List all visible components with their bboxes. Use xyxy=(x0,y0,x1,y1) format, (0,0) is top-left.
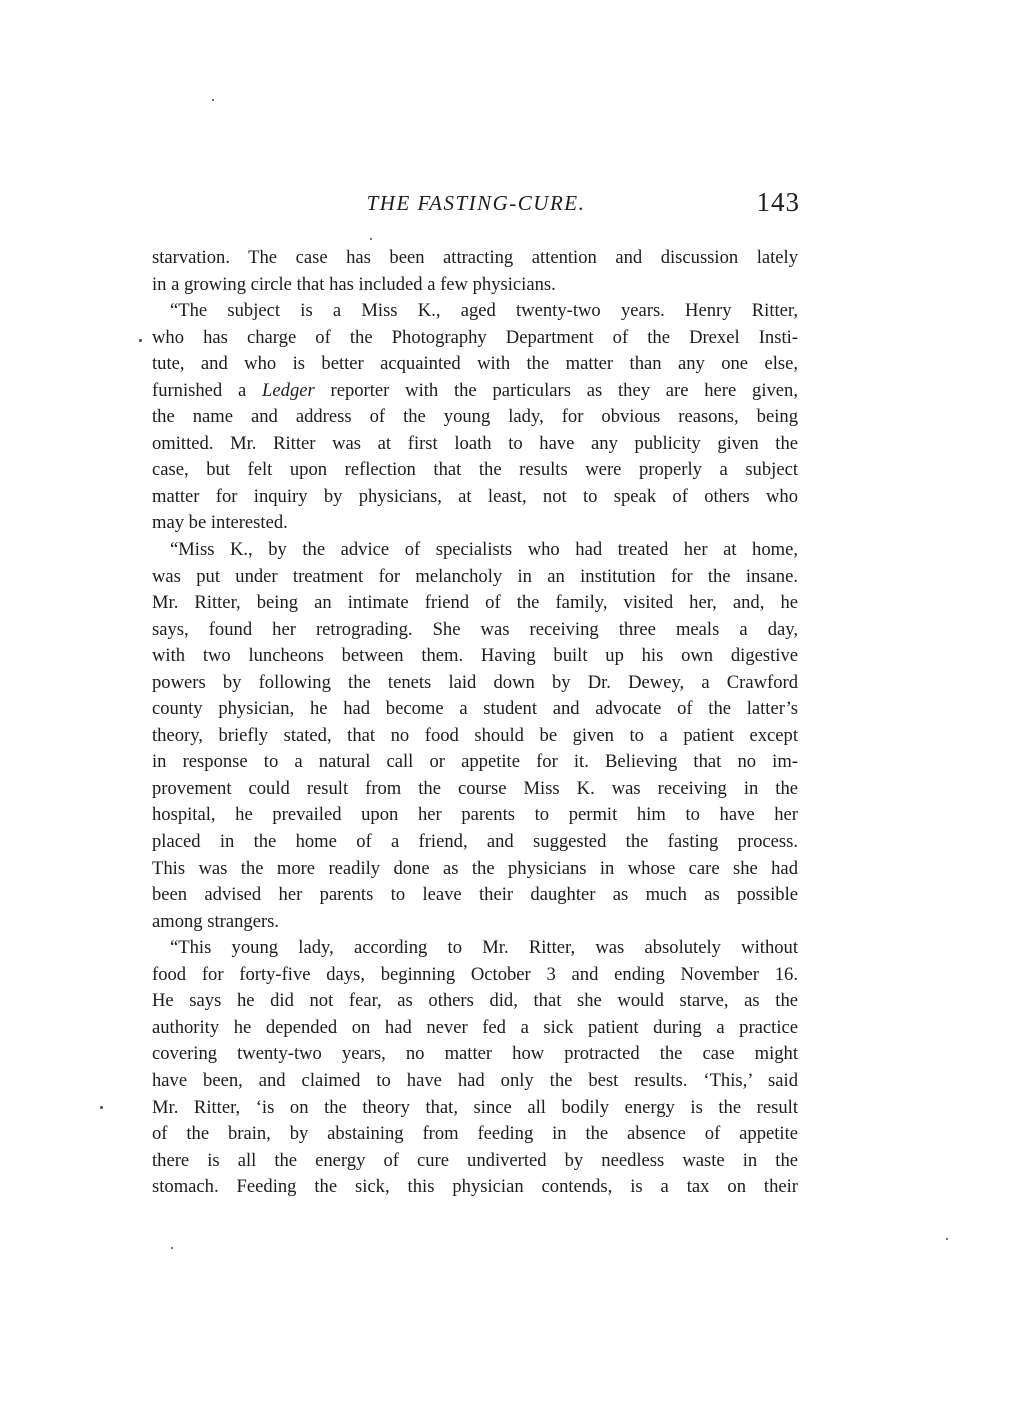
text-line: matter for inquiry by physicians, at least, not to speak of others who xyxy=(152,485,798,507)
text-line: powers by following the tenets laid down by Dr. Dewey, a Crawford xyxy=(152,671,798,693)
text-line: county physician, he had become a student and advocate of the latter’s xyxy=(152,698,798,720)
text-line: been advised her parents to leave their daughter as much as possible xyxy=(152,884,798,906)
scan-speck xyxy=(946,1238,948,1240)
text-line: starvation. The case has been attracting attention and discussion lately xyxy=(152,247,798,268)
text-line: food for forty-five days, beginning October 3 and ending November 16. xyxy=(152,963,798,985)
text-line: case, but felt upon reflection that the results were properly a subject xyxy=(152,459,798,481)
text-line: in response to a natural call or appetite for it. Believing that no im- xyxy=(152,751,798,773)
text-line: stomach. Feeding the sick, this physician contends, is a tax on their xyxy=(152,1176,798,1198)
running-title: THE FASTING-CURE. xyxy=(366,191,586,215)
text-line: tute, and who is better acquainted with the matter than any one else, xyxy=(152,353,798,375)
text-line: the name and address of the young lady, for obvious reasons, being xyxy=(152,406,798,428)
text-line: “This young lady, according to Mr. Ritter, was absolutely without xyxy=(170,937,798,959)
text-line: there is all the energy of cure undiverted by needless waste in the xyxy=(152,1149,798,1171)
running-head xyxy=(152,187,800,227)
text-line: “Miss K., by the advice of specialists who had treated her at home, xyxy=(170,539,798,561)
scan-speck xyxy=(212,99,214,101)
page-number: 143 xyxy=(756,187,800,217)
scan-speck xyxy=(100,1106,103,1109)
text-line: among strangers. xyxy=(152,910,280,932)
scan-speck xyxy=(370,238,372,240)
text-line: of the brain, by abstaining from feeding in the absence of appetite xyxy=(152,1123,798,1145)
text-line: omitted. Mr. Ritter was at first loath to have any publicity given the xyxy=(152,432,798,454)
text-line: theory, briefly stated, that no food should be given to a patient except xyxy=(152,724,798,746)
scan-speck xyxy=(139,339,142,342)
text-line: who has charge of the Photography Department of the Drexel Insti- xyxy=(152,326,798,348)
text-line: Mr. Ritter, being an intimate friend of the family, visited her, and, he xyxy=(152,592,798,614)
body-text xyxy=(152,245,798,1201)
text-line: covering twenty-two years, no matter how protracted the case might xyxy=(152,1043,798,1065)
text-line: This was the more readily done as the physicians in whose care she had xyxy=(152,857,798,879)
scan-speck xyxy=(171,1247,173,1249)
text-line: have been, and claimed to have had only the best results. ‘This,’ said xyxy=(152,1069,798,1091)
text-line: authority he depended on had never fed a sick patient during a practice xyxy=(152,1016,798,1038)
text-line: says, found her retrograding. She was receiving three meals a day, xyxy=(152,618,798,640)
text-line: Mr. Ritter, ‘is on the theory that, since all bodily energy is the result xyxy=(152,1096,798,1118)
text-line: hospital, he prevailed upon her parents to permit him to have her xyxy=(152,804,798,826)
italic-publication-name: Ledger xyxy=(262,379,315,401)
text-line: provement could result from the course Miss K. was receiving in the xyxy=(152,777,798,799)
text-line: with two luncheons between them. Having built up his own digestive xyxy=(152,645,798,667)
text-line: “The subject is a Miss K., aged twenty-two years. Henry Ritter, xyxy=(170,300,798,322)
text-line: He says he did not fear, as others did, that she would starve, as the xyxy=(152,990,798,1012)
text-line: was put under treatment for melancholy in an institution for the insane. xyxy=(152,565,798,587)
text-line: may be interested. xyxy=(152,512,288,534)
text-line: furnished a Ledger reporter with the particulars as they are here given, xyxy=(152,379,798,401)
text-line: placed in the home of a friend, and suggested the fasting process. xyxy=(152,831,798,853)
text-line: in a growing circle that has included a few physicians. xyxy=(152,273,556,295)
